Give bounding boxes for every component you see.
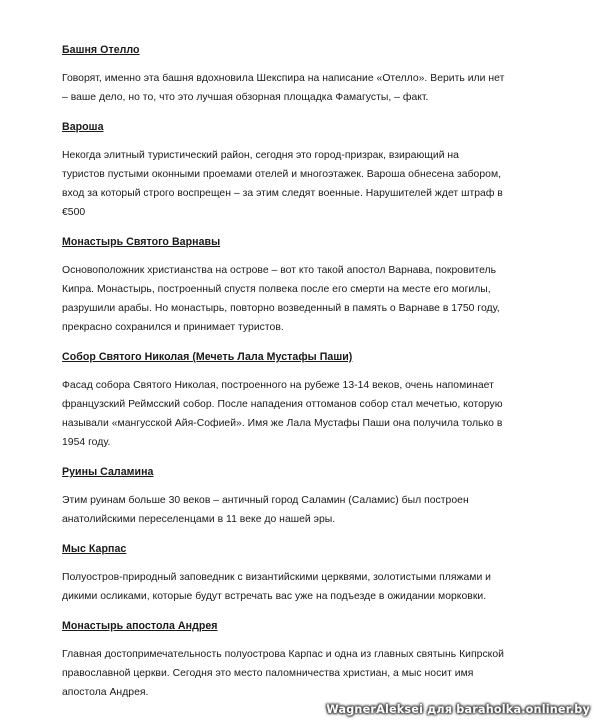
paragraph-line: туристов пустыми оконными проемами отелей и многоэтажек. Вароша обнесена забором, xyxy=(62,169,502,180)
paragraph-line: Главная достопримечательность полуострова Карпас и одна из главных святынь Кипрской xyxy=(62,649,504,660)
paragraph-line: Кипра. Монастырь, построенный спустя полвека после его смерти на месте его могилы, xyxy=(62,284,491,295)
paragraph-line: вход за который строго воспрещен – за этим следят военные. Нарушителей ждет штраф в xyxy=(62,188,503,199)
paragraph-line: 1954 году. xyxy=(62,437,111,448)
paragraph-line: Этим руинам больше 30 веков – античный город Саламин (Саламис) был построен xyxy=(62,495,469,506)
section-paragraph xyxy=(62,645,570,702)
section-paragraph xyxy=(62,491,570,529)
paragraph-line: называли «мангусской Айя-Софией». Имя же Лала Мустафы Паши она получила только в xyxy=(62,418,503,429)
section-heading: Монастырь апостола Андрея xyxy=(62,620,218,632)
paragraph-line: православной церкви. Сегодня это место паломничества христиан, а мыс носит имя xyxy=(62,668,474,679)
section-othello-tower xyxy=(62,44,570,107)
section-heading: Вароша xyxy=(62,121,104,133)
section-heading: Руины Саламина xyxy=(62,466,154,478)
paragraph-line: Основоположник христианства на острове – вот кто такой апостол Варнава, покровитель xyxy=(62,265,497,276)
paragraph-line: апостола Андрея. xyxy=(62,687,149,698)
section-varosha xyxy=(62,121,570,222)
paragraph-line: анатолийскими переселенцами в 11 веке до нашей эры. xyxy=(62,514,336,525)
section-salamis-ruins xyxy=(62,466,570,529)
section-paragraph xyxy=(62,376,570,452)
section-cape-karpas xyxy=(62,543,570,606)
paragraph-line: – ваше дело, но то, что это лучшая обзорная площадка Фамагусты, – факт. xyxy=(62,92,429,103)
paragraph-line: Фасад собора Святого Николая, построенного на рубеже 13-14 веков, очень напоминает xyxy=(62,380,494,391)
paragraph-line: Полуостров-природный заповедник с византийскими церквями, золотистыми пляжами и xyxy=(62,572,491,583)
section-heading: Монастырь Святого Варнавы xyxy=(62,236,221,248)
section-heading: Мыс Карпас xyxy=(62,543,127,555)
section-paragraph xyxy=(62,568,570,606)
watermark-caption: WagnerAleksei для baraholka.onliner.by xyxy=(326,703,590,716)
paragraph-line: прекрасно сохранился и принимает туристов. xyxy=(62,322,284,333)
paragraph-line: дикими осликами, которые будут встречать вас уже на подъезде в ожидании морковки. xyxy=(62,591,487,602)
section-apostle-andreas-monastery xyxy=(62,620,570,702)
section-paragraph xyxy=(62,146,570,222)
document-body xyxy=(62,44,570,716)
section-paragraph xyxy=(62,69,570,107)
paragraph-line: Некогда элитный туристический район, сегодня это город-призрак, взирающий на xyxy=(62,150,459,161)
paragraph-line: Говорят, именно эта башня вдохновила Шекспира на написание «Отелло». Верить или нет xyxy=(62,73,505,84)
paragraph-line: €500 xyxy=(62,207,86,218)
section-paragraph xyxy=(62,261,570,337)
section-barnabas-monastery xyxy=(62,236,570,337)
section-heading: Собор Святого Николая (Мечеть Лала Мустафы Паши) xyxy=(62,351,353,363)
section-heading: Башня Отелло xyxy=(62,44,140,56)
paragraph-line: французский Реймсский собор. После нападения оттоманов собор стал мечетью, которую xyxy=(62,399,503,410)
paragraph-line: разрушили арабы. Но монастырь, повторно возведенный в память о Варнаве в 1750 году, xyxy=(62,303,500,314)
section-st-nicholas-cathedral xyxy=(62,351,570,452)
